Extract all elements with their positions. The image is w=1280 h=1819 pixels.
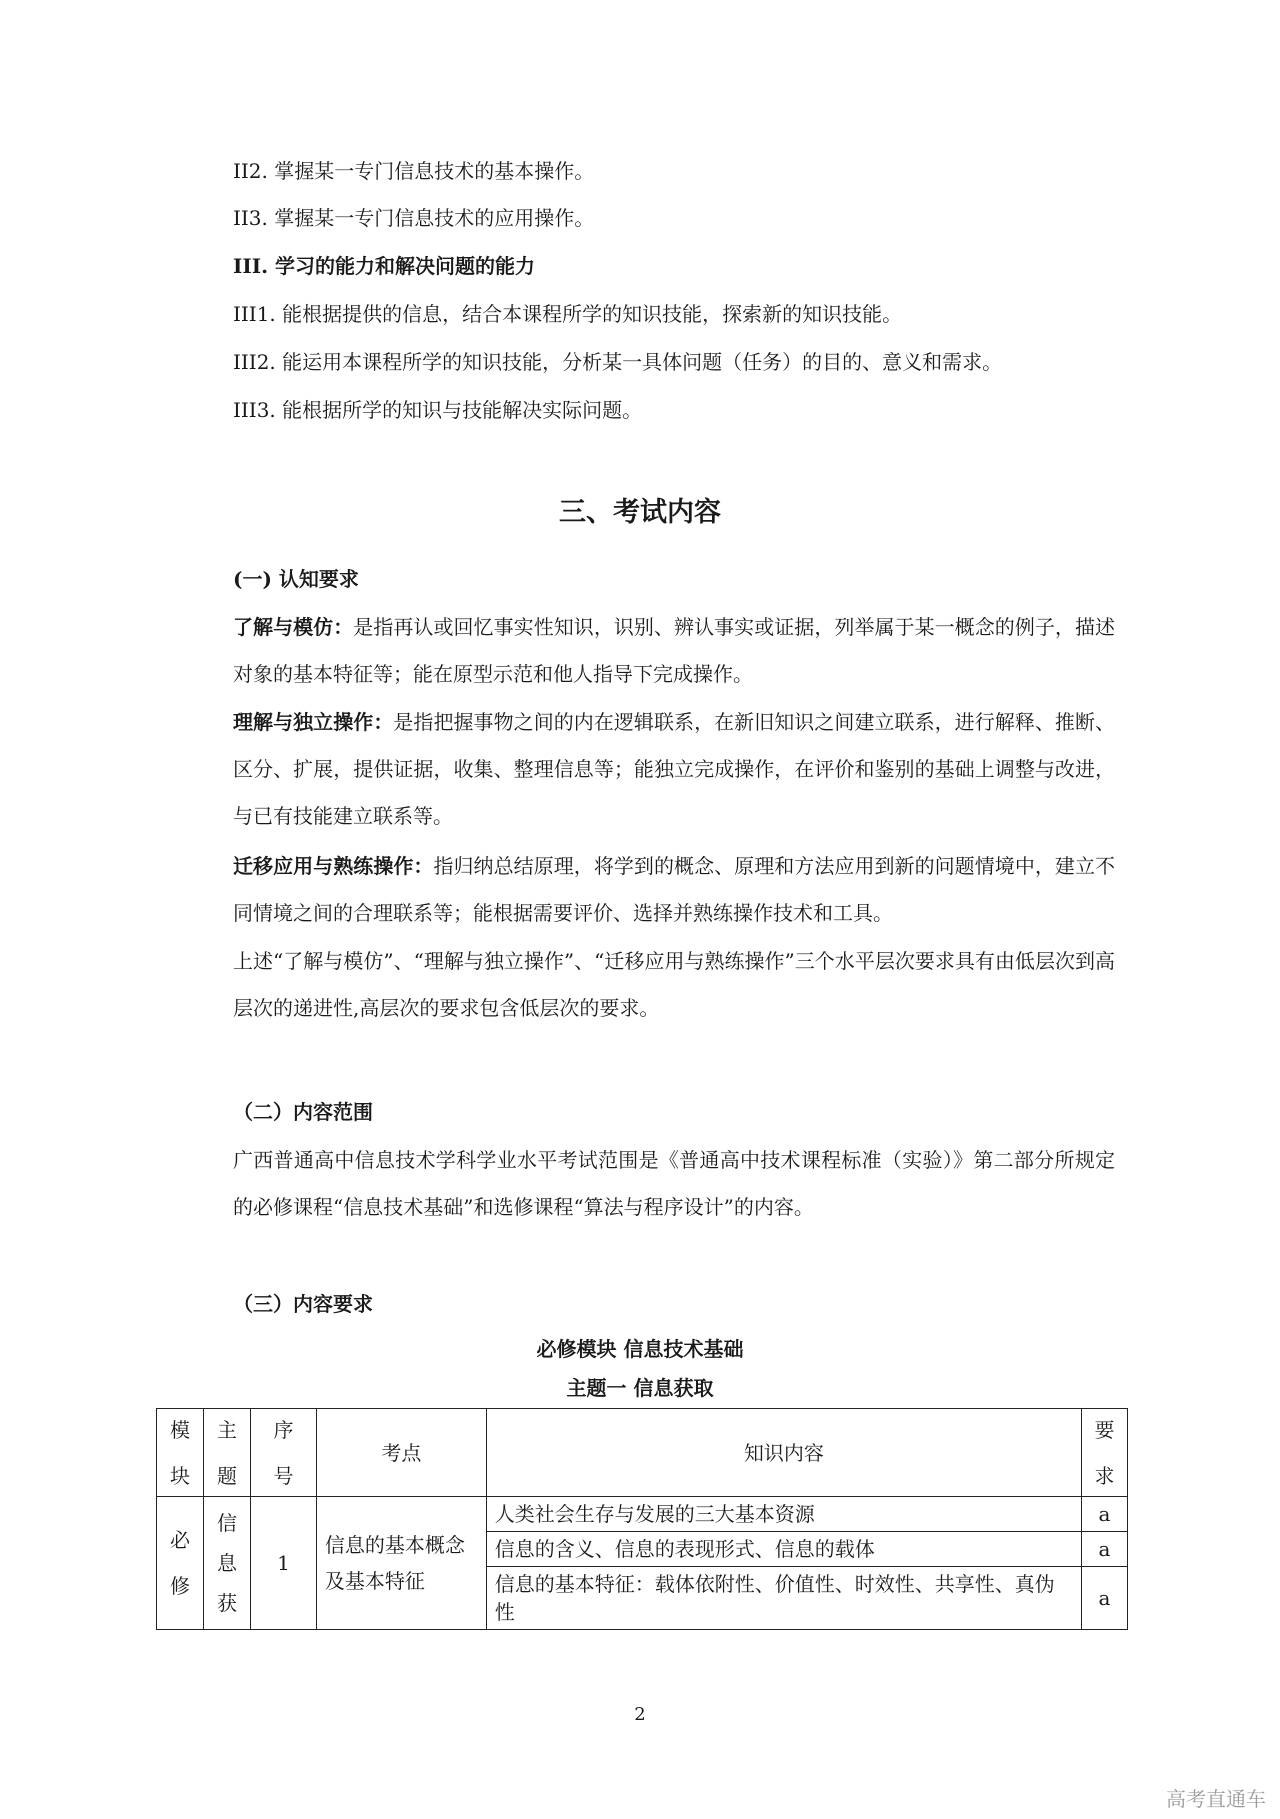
- header-topic: 主 题: [203, 1409, 250, 1497]
- iii3-line: III3. 能根据所学的知识与技能解决实际问题。: [233, 398, 643, 422]
- cell-content: 信息的基本特征：载体依附性、价值性、时效性、共享性、真伪性: [486, 1567, 1081, 1630]
- cognitive-p4: [233, 938, 1115, 1032]
- module-title: 必修模块 信息技术基础: [536, 1337, 744, 1361]
- cell-content: 人类社会生存与发展的三大基本资源: [486, 1497, 1081, 1532]
- header-req: 要 求: [1081, 1409, 1127, 1497]
- p4-text: 上述“了解与模仿”、“理解与独立操作”、“迁移应用与熟练操作”三个水平层次要求具有由低层次到高层次的递进性,高层次的要求包含低层次的要求。: [233, 949, 1115, 1020]
- scope-paragraph: 广西普通高中信息技术学科学业水平考试范围是《普通高中技术课程标准（实验）》第二部分所规定的必修课程“信息技术基础”和选修课程“算法与程序设计”的内容。: [233, 1148, 1115, 1219]
- cognitive-p1: [233, 604, 1115, 698]
- p3-text: 指归纳总结原理，将学到的概念、原理和方法应用到新的问题情境中，建立不同情境之间的合理联系等；能根据需要评价、选择并熟练操作技术和工具。: [233, 854, 1116, 925]
- cognitive-p2: [233, 699, 1115, 840]
- ii2-line: II2. 掌握某一专门信息技术的基本操作。: [233, 159, 595, 183]
- table-row: [157, 1497, 1128, 1532]
- term-transfer-proficient: 迁移应用与熟练操作：: [233, 854, 434, 878]
- header-point: 考点: [316, 1409, 486, 1497]
- heading-iii: III. 学习的能力和解决问题的能力: [233, 254, 535, 278]
- header-seq: 序 号: [250, 1409, 316, 1497]
- requirements-heading: （三）内容要求: [233, 1292, 373, 1316]
- ii3-line: II3. 掌握某一专门信息技术的应用操作。: [233, 206, 595, 230]
- page-number: 2: [634, 1704, 646, 1725]
- content-table: [156, 1408, 1128, 1630]
- term-understand-imitate: 了解与模仿：: [233, 615, 354, 639]
- p2-text: 是指把握事物之间的内在逻辑联系，在新旧知识之间建立联系，进行解释、推断、区分、扩展，提供证据，收集、整理信息等；能独立完成操作，在评价和鉴别的基础上调整与改进，与已有技能建立联系等。: [233, 710, 1116, 828]
- term-comprehend-operate: 理解与独立操作：: [233, 710, 394, 734]
- cell-req: a: [1081, 1567, 1127, 1630]
- iii1-line: III1. 能根据提供的信息，结合本课程所学的知识技能，探索新的知识技能。: [233, 302, 903, 326]
- topic-title: 主题一 信息获取: [566, 1376, 714, 1400]
- table-header-row: [157, 1409, 1128, 1497]
- cell-seq: 1: [250, 1497, 316, 1630]
- cell-topic: 信 息 获: [203, 1497, 250, 1630]
- cell-module: 必 修: [157, 1497, 204, 1630]
- cell-req: a: [1081, 1497, 1127, 1532]
- header-content: 知识内容: [486, 1409, 1081, 1497]
- watermark: 高考直通车: [1166, 1787, 1266, 1811]
- header-module: 模 块: [157, 1409, 204, 1497]
- iii2-line: III2. 能运用本课程所学的知识技能，分析某一具体问题（任务）的目的、意义和需求。: [233, 350, 1003, 374]
- cell-point: 信息的基本概念及基本特征: [316, 1497, 486, 1630]
- scope-heading: （二）内容范围: [233, 1100, 373, 1124]
- cell-req: a: [1081, 1532, 1127, 1567]
- cognitive-heading: (一) 认知要求: [233, 567, 359, 591]
- section-title: 三、考试内容: [559, 497, 721, 528]
- p1-text: 是指再认或回忆事实性知识，识别、辨认事实或证据，列举属于某一概念的例子，描述对象的基本特征等；能在原型示范和他人指导下完成操作。: [233, 615, 1116, 686]
- cell-content: 信息的含义、信息的表现形式、信息的载体: [486, 1532, 1081, 1567]
- cognitive-p3: [233, 843, 1115, 937]
